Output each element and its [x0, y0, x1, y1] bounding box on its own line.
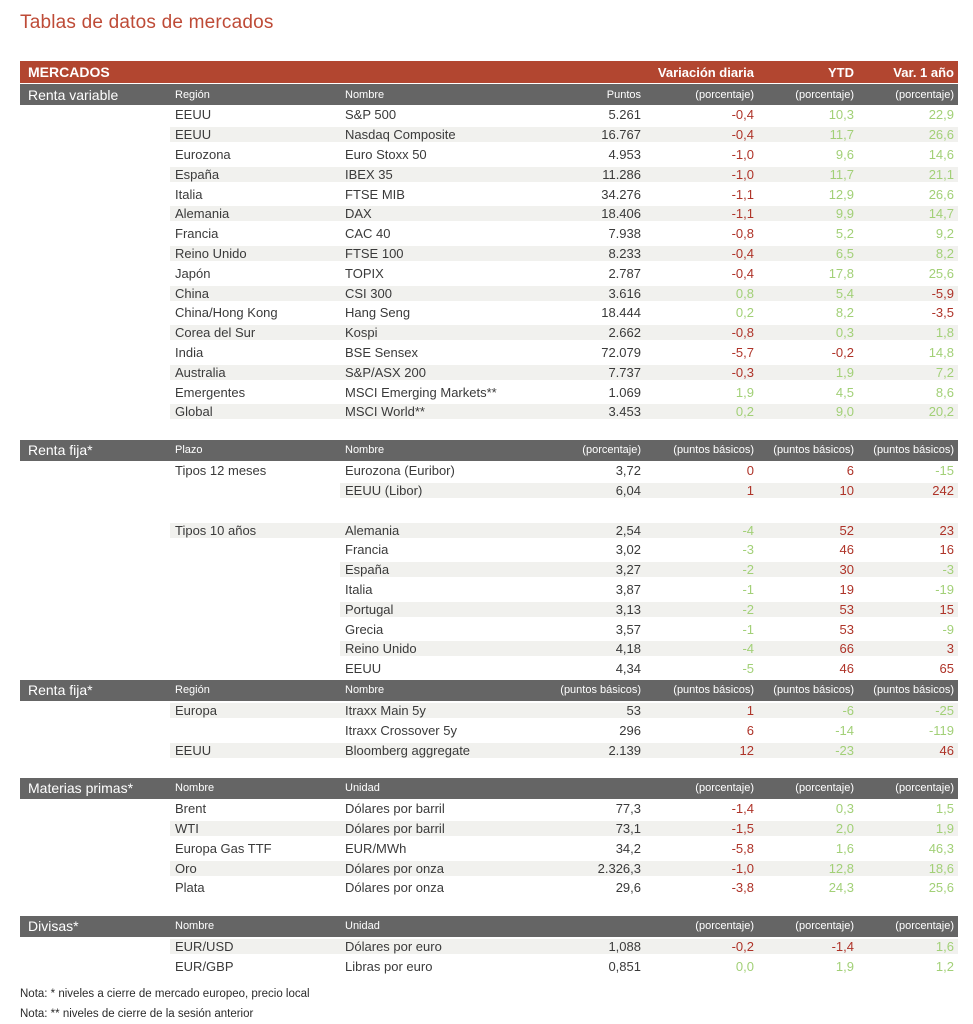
one-year-cell: 15	[858, 602, 958, 617]
region-cell: Europa	[170, 703, 340, 718]
points-cell: 2.662	[520, 325, 645, 340]
region-cell: Plata	[175, 880, 205, 896]
one-year-cell: 7,2	[858, 365, 958, 380]
one-year-cell: 16	[939, 542, 954, 558]
ytd-cell: 19	[839, 581, 854, 597]
points-cell: 6,04	[520, 483, 645, 498]
table-row	[20, 799, 958, 819]
region-cell: EEUU	[170, 743, 340, 758]
name-cell: CSI 300	[340, 286, 520, 301]
ytd-cell: -23	[758, 743, 858, 758]
unit-label: (porcentaje)	[895, 88, 954, 101]
ytd-cell: 17,8	[828, 265, 854, 281]
market-table	[20, 61, 958, 976]
region-cell: España	[170, 167, 340, 182]
table-row	[20, 224, 958, 244]
daily-change-cell: -4	[645, 641, 758, 656]
name-cell: Bloomberg aggregate	[340, 743, 520, 758]
unit-label: (porcentaje)	[795, 920, 854, 933]
name-cell: CAC 40	[345, 226, 391, 242]
section-4	[20, 778, 958, 898]
ytd-cell: -14	[835, 722, 854, 738]
points-cell: 29,6	[615, 880, 641, 896]
ytd-cell: 1,9	[758, 365, 858, 380]
daily-change-cell: -0,4	[645, 246, 758, 261]
table-row	[20, 839, 958, 859]
points-cell: 3.453	[520, 404, 645, 419]
one-year-cell: -119	[928, 722, 954, 738]
region-cell: Italia	[175, 186, 203, 202]
daily-change-cell: 0,8	[645, 286, 758, 301]
column-header-ytd: YTD	[828, 64, 854, 80]
points-cell: 3,27	[520, 562, 645, 577]
name-cell: EEUU	[345, 661, 382, 677]
table-row	[20, 599, 958, 619]
section-title: Renta fija*	[28, 682, 93, 699]
section-title: Renta fija*	[28, 442, 93, 459]
name-cell: Kospi	[340, 325, 520, 340]
name-cell: TOPIX	[345, 265, 384, 281]
ytd-cell: -0,2	[831, 344, 854, 360]
ytd-cell: 9,6	[835, 146, 854, 162]
region-cell: EEUU	[170, 127, 340, 142]
ytd-cell: 11,7	[758, 127, 858, 142]
one-year-cell: 21,1	[858, 167, 958, 182]
ytd-cell: 5,4	[758, 286, 858, 301]
table-row	[20, 500, 958, 520]
name-cell: Grecia	[345, 621, 384, 637]
daily-change-cell: -0,4	[645, 127, 758, 142]
points-cell: 34.276	[601, 186, 641, 202]
mercados-title: MERCADOS	[28, 64, 110, 80]
region-cell: EUR/USD	[170, 939, 340, 954]
one-year-cell: 46	[858, 743, 958, 758]
daily-change-cell: -3,8	[731, 880, 754, 896]
unit-label: (puntos básicos)	[773, 444, 854, 457]
section-header	[20, 778, 958, 799]
ytd-cell: 46	[839, 542, 854, 558]
unit-label: (puntos básicos)	[673, 684, 754, 697]
region-cell: Tipos 10 años	[170, 523, 340, 538]
section-3	[20, 680, 958, 760]
name-cell: Dólares por onza	[345, 880, 444, 896]
one-year-cell: 22,9	[928, 107, 954, 123]
mercados-header-bar	[20, 61, 958, 83]
points-cell: 4,18	[520, 641, 645, 656]
ytd-cell: 0,3	[758, 325, 858, 340]
ytd-cell: 0,3	[835, 801, 854, 817]
daily-change-cell: -1,4	[731, 801, 754, 817]
name-cell: MSCI Emerging Markets**	[345, 384, 497, 400]
one-year-cell: 18,6	[858, 861, 958, 876]
footnote-previous-session: Nota: ** niveles de cierre de la sesión anterior	[20, 1008, 254, 1021]
ytd-cell: 12,8	[758, 861, 858, 876]
ytd-cell: 10,3	[828, 107, 854, 123]
unit-label: (puntos básicos)	[673, 444, 754, 457]
region-cell: Alemania	[170, 206, 340, 221]
daily-change-cell: -4	[645, 523, 758, 538]
table-row	[20, 937, 958, 957]
region-cell: Australia	[170, 365, 340, 380]
region-cell: Reino Unido	[170, 246, 340, 261]
name-cell: EUR/MWh	[345, 840, 407, 856]
ytd-cell: 12,9	[828, 186, 854, 202]
one-year-cell: -19	[935, 581, 954, 597]
table-row	[20, 639, 958, 659]
name-cell: Portugal	[340, 602, 520, 617]
region-cell: Global	[170, 404, 340, 419]
ytd-cell: 8,2	[835, 305, 854, 321]
table-row	[20, 461, 958, 481]
one-year-cell: 25,6	[928, 880, 954, 896]
table-row	[20, 125, 958, 145]
region-cell: WTI	[170, 821, 340, 836]
one-year-cell: -25	[858, 703, 958, 718]
market-table-body	[20, 84, 958, 976]
section-header	[20, 440, 958, 461]
points-cell: 3,87	[615, 581, 641, 597]
daily-change-cell: 1	[645, 483, 758, 498]
unit-label: (porcentaje)	[695, 782, 754, 795]
name-cell: Dólares por euro	[340, 939, 520, 954]
points-cell: 4.953	[608, 146, 641, 162]
column-header-daily-change: Variación diaria	[657, 64, 754, 80]
region-cell: Oro	[170, 861, 340, 876]
table-row	[20, 580, 958, 600]
one-year-cell: 242	[858, 483, 958, 498]
name-cell: Dólares por barril	[345, 801, 445, 817]
points-cell: 77,3	[615, 801, 641, 817]
region-cell: China	[170, 286, 340, 301]
ytd-cell: 6	[846, 463, 854, 479]
section-title: Divisas*	[28, 918, 79, 935]
table-row	[20, 303, 958, 323]
unit-label: (puntos básicos)	[773, 684, 854, 697]
daily-change-cell: -1,0	[645, 167, 758, 182]
section-header	[20, 84, 958, 105]
column-label: Nombre	[175, 782, 215, 795]
points-cell: 53	[520, 703, 645, 718]
table-row	[20, 520, 958, 540]
table-row	[20, 878, 958, 898]
daily-change-cell: 1,9	[735, 384, 754, 400]
ytd-cell: 53	[758, 602, 858, 617]
one-year-cell: 65	[939, 661, 954, 677]
table-row	[20, 540, 958, 560]
points-cell: 296	[619, 722, 641, 738]
region-cell: Japón	[175, 265, 211, 281]
points-cell: 7.938	[608, 226, 641, 242]
region-cell: Francia	[175, 226, 219, 242]
region-cell: Brent	[175, 801, 207, 817]
ytd-cell: 53	[839, 621, 854, 637]
column-label: (puntos básicos)	[560, 684, 641, 697]
daily-change-cell: 0	[746, 463, 754, 479]
points-cell: 3,57	[615, 621, 641, 637]
unit-label: (porcentaje)	[695, 88, 754, 101]
points-cell: 3,72	[615, 463, 641, 479]
table-row	[20, 145, 958, 165]
region-cell: Tipos 12 meses	[175, 463, 267, 479]
one-year-cell: 26,6	[858, 127, 958, 142]
one-year-cell: 26,6	[928, 186, 954, 202]
unit-label: (porcentaje)	[795, 782, 854, 795]
section-1	[20, 84, 958, 422]
table-row	[20, 957, 958, 977]
daily-change-cell: 0,2	[735, 305, 754, 321]
region-cell: EEUU	[175, 107, 212, 123]
one-year-cell: 14,6	[928, 146, 954, 162]
column-label: Nombre	[345, 88, 385, 101]
column-label: Nombre	[175, 920, 215, 933]
one-year-cell: 23	[858, 523, 958, 538]
daily-change-cell: -2	[645, 562, 758, 577]
ytd-cell: 1,6	[835, 840, 854, 856]
name-cell: Nasdaq Composite	[340, 127, 520, 142]
points-cell: 72.079	[601, 344, 641, 360]
one-year-cell: 3	[858, 641, 958, 656]
daily-change-cell: -0,3	[645, 365, 758, 380]
table-row	[20, 701, 958, 721]
points-cell: 3,13	[520, 602, 645, 617]
daily-change-cell: 0,2	[645, 404, 758, 419]
ytd-cell: 46	[839, 661, 854, 677]
ytd-cell: 10	[758, 483, 858, 498]
one-year-cell: 14,7	[858, 206, 958, 221]
unit-label: (porcentaje)	[895, 920, 954, 933]
daily-change-cell: -1,0	[645, 861, 758, 876]
daily-change-cell: -1	[742, 621, 754, 637]
table-row	[20, 263, 958, 283]
column-header-one-year: Var. 1 año	[893, 64, 954, 80]
ytd-cell: 9,0	[758, 404, 858, 419]
column-label: Unidad	[345, 782, 380, 795]
ytd-cell: 6,5	[758, 246, 858, 261]
name-cell: IBEX 35	[340, 167, 520, 182]
table-row	[20, 720, 958, 740]
table-row	[20, 283, 958, 303]
daily-change-cell: -1,5	[645, 821, 758, 836]
name-cell: Eurozona (Euribor)	[345, 463, 455, 479]
one-year-cell: -15	[935, 463, 954, 479]
table-row	[20, 362, 958, 382]
table-row	[20, 402, 958, 422]
table-row	[20, 105, 958, 125]
name-cell: Italia	[345, 581, 373, 597]
column-label: (porcentaje)	[582, 444, 641, 457]
daily-change-cell: -5,8	[731, 840, 754, 856]
table-row	[20, 819, 958, 839]
one-year-cell: 1,9	[858, 821, 958, 836]
name-cell: Alemania	[340, 523, 520, 538]
points-cell: 7.737	[520, 365, 645, 380]
points-cell: 4,34	[615, 661, 641, 677]
column-label: Unidad	[345, 920, 380, 933]
footnotes	[20, 984, 958, 1024]
column-label: Región	[175, 684, 210, 697]
table-row	[20, 323, 958, 343]
name-cell: Reino Unido	[340, 641, 520, 656]
name-cell: BSE Sensex	[345, 344, 418, 360]
ytd-cell: 30	[758, 562, 858, 577]
column-label: Nombre	[345, 684, 385, 697]
region-cell: India	[175, 344, 204, 360]
region-cell: Emergentes	[175, 384, 246, 400]
daily-change-cell: -1,0	[731, 146, 754, 162]
table-row	[20, 164, 958, 184]
name-cell: Euro Stoxx 50	[345, 146, 427, 162]
section-header	[20, 916, 958, 937]
name-cell: FTSE MIB	[345, 186, 405, 202]
ytd-cell: 66	[758, 641, 858, 656]
name-cell: Dólares por barril	[340, 821, 520, 836]
points-cell: 3.616	[520, 286, 645, 301]
ytd-cell: 4,5	[835, 384, 854, 400]
unit-label: (puntos básicos)	[873, 684, 954, 697]
table-row	[20, 382, 958, 402]
name-cell: Libras por euro	[345, 959, 433, 975]
ytd-cell: 9,9	[758, 206, 858, 221]
table-row	[20, 204, 958, 224]
daily-change-cell: 6	[746, 722, 754, 738]
one-year-cell: 1,6	[858, 939, 958, 954]
name-cell: Francia	[345, 542, 389, 558]
one-year-cell: 8,6	[935, 384, 954, 400]
points-cell: 34,2	[615, 840, 641, 856]
daily-change-cell: -0,4	[731, 107, 754, 123]
ytd-cell: 24,3	[828, 880, 854, 896]
section-5	[20, 916, 958, 977]
table-row	[20, 343, 958, 363]
region-cell: China/Hong Kong	[175, 305, 278, 321]
daily-change-cell: -0,4	[731, 265, 754, 281]
daily-change-cell: -0,8	[645, 325, 758, 340]
region-cell: Corea del Sur	[170, 325, 340, 340]
points-cell: 73,1	[520, 821, 645, 836]
name-cell: España	[340, 562, 520, 577]
name-cell: Hang Seng	[345, 305, 411, 321]
table-row	[20, 560, 958, 580]
daily-change-cell: -5,7	[731, 344, 754, 360]
points-cell: 2.787	[608, 265, 641, 281]
daily-change-cell: -2	[645, 602, 758, 617]
points-cell: 0,851	[608, 959, 641, 975]
name-cell: S&P 500	[345, 107, 397, 123]
unit-label: (puntos básicos)	[873, 444, 954, 457]
daily-change-cell: -5	[742, 661, 754, 677]
one-year-cell: 20,2	[858, 404, 958, 419]
one-year-cell: 14,8	[928, 344, 954, 360]
name-cell: S&P/ASX 200	[340, 365, 520, 380]
points-cell: 5.261	[608, 107, 641, 123]
region-cell: Europa Gas TTF	[175, 840, 272, 856]
name-cell: Itraxx Main 5y	[340, 703, 520, 718]
points-cell: 2.326,3	[520, 861, 645, 876]
footnote-european-close: Nota: * niveles a cierre de mercado europeo, precio local	[20, 988, 310, 1001]
table-row	[20, 619, 958, 639]
column-label: Plazo	[175, 444, 203, 457]
unit-label: (porcentaje)	[795, 88, 854, 101]
column-label: Nombre	[345, 444, 385, 457]
daily-change-cell: -0,8	[731, 226, 754, 242]
ytd-cell: 11,7	[758, 167, 858, 182]
name-cell: FTSE 100	[340, 246, 520, 261]
one-year-cell: 1,8	[858, 325, 958, 340]
table-row	[20, 481, 958, 501]
points-cell: 11.286	[520, 167, 645, 182]
section-header	[20, 680, 958, 701]
one-year-cell: -3,5	[931, 305, 954, 321]
table-row	[20, 858, 958, 878]
column-label: Región	[175, 88, 210, 101]
name-cell: DAX	[340, 206, 520, 221]
name-cell: EEUU (Libor)	[340, 483, 520, 498]
daily-change-cell: -1,1	[731, 186, 754, 202]
one-year-cell: 9,2	[935, 226, 954, 242]
region-cell: Eurozona	[175, 146, 231, 162]
points-cell: 3,02	[615, 542, 641, 558]
one-year-cell: -9	[942, 621, 954, 637]
daily-change-cell: -1,1	[645, 206, 758, 221]
section-2	[20, 440, 958, 679]
region-cell: EUR/GBP	[175, 959, 234, 975]
section-title: Renta variable	[28, 86, 119, 103]
name-cell: Dólares por onza	[340, 861, 520, 876]
ytd-cell: 2,0	[758, 821, 858, 836]
points-cell: 16.767	[520, 127, 645, 142]
daily-change-cell: 12	[645, 743, 758, 758]
one-year-cell: 8,2	[858, 246, 958, 261]
points-cell: 18.444	[601, 305, 641, 321]
one-year-cell: 1,5	[935, 801, 954, 817]
ytd-cell: -1,4	[758, 939, 858, 954]
ytd-cell: 52	[758, 523, 858, 538]
points-cell: 1.069	[608, 384, 641, 400]
daily-change-cell: 1	[645, 703, 758, 718]
daily-change-cell: -3	[742, 542, 754, 558]
daily-change-cell: 0,0	[735, 959, 754, 975]
points-cell: 2.139	[520, 743, 645, 758]
table-row	[20, 184, 958, 204]
ytd-cell: 1,9	[835, 959, 854, 975]
unit-label: (porcentaje)	[695, 920, 754, 933]
table-row	[20, 244, 958, 264]
unit-label: (porcentaje)	[895, 782, 954, 795]
daily-change-cell: -0,2	[645, 939, 758, 954]
daily-change-cell: -1	[742, 581, 754, 597]
ytd-cell: -6	[758, 703, 858, 718]
one-year-cell: 25,6	[928, 265, 954, 281]
name-cell: Itraxx Crossover 5y	[345, 722, 457, 738]
column-label: Puntos	[606, 88, 641, 101]
points-cell: 8.233	[520, 246, 645, 261]
page-title: Tablas de datos de mercados	[20, 12, 274, 33]
one-year-cell: 46,3	[928, 840, 954, 856]
points-cell: 18.406	[520, 206, 645, 221]
points-cell: 2,54	[520, 523, 645, 538]
one-year-cell: 1,2	[935, 959, 954, 975]
ytd-cell: 5,2	[835, 226, 854, 242]
table-row	[20, 659, 958, 679]
one-year-cell: -3	[858, 562, 958, 577]
section-title: Materias primas*	[28, 780, 134, 797]
one-year-cell: -5,9	[858, 286, 958, 301]
name-cell: MSCI World**	[340, 404, 520, 419]
table-row	[20, 740, 958, 760]
points-cell: 1,088	[520, 939, 645, 954]
